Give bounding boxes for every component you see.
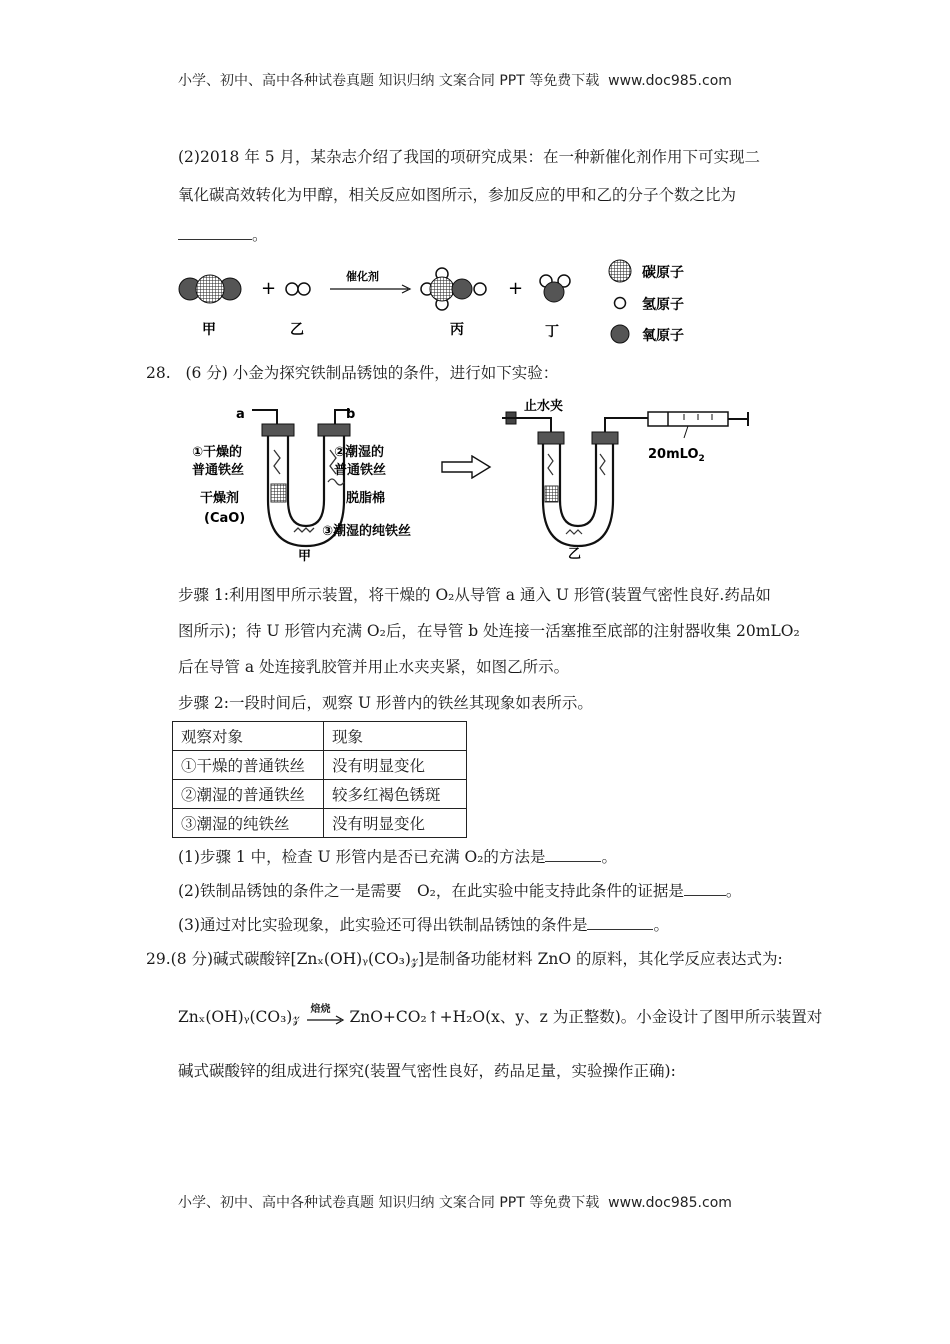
stopper-yi-left [538, 432, 564, 444]
label-r1b: 普通铁丝 [334, 463, 387, 478]
label-yi: 乙 [290, 322, 304, 338]
clamp-icon [502, 412, 520, 424]
q29-formula [178, 1006, 822, 1028]
page-footer [178, 1192, 732, 1212]
molecule-ding [540, 275, 570, 302]
reaction-diagram [170, 256, 710, 344]
q29-line1: 29.(8 分)碱式碳酸锌[Znₓ(OH)ᵧ(CO₃)𝓏]是制备功能材料 ZnO 的原料，其化学反应表达式为: [146, 950, 783, 968]
tube-yi-a [514, 418, 551, 432]
iron-wire-3 [294, 528, 314, 532]
label-r1a: ②潮湿的 [334, 445, 385, 460]
label-bing: 丙 [450, 322, 464, 338]
molecule-bing [421, 268, 486, 310]
catalyst-label: 催化剂 [346, 270, 379, 283]
table-cell: 没有明显变化 [324, 809, 467, 838]
label-jia: 甲 [202, 322, 216, 338]
stopper-yi-right [592, 432, 618, 444]
legend-oxygen: 氧原子 [642, 328, 684, 344]
table-row [173, 780, 467, 809]
observation-table [172, 721, 467, 838]
q27-2-line2: 氧化碳高效转化为甲醇，相关反应如图所示，参加反应的甲和乙的分子个数之比为 [178, 186, 737, 204]
formula-left: Znₓ(OH)ᵧ(CO₃)𝓏 [178, 1008, 300, 1026]
label-b: b [346, 407, 356, 422]
table-header-row [173, 722, 467, 751]
step1-line3: 后在导管 a 处连接乳胶管并用止水夹夹紧，如图乙所示。 [178, 658, 570, 676]
answer-blank[interactable] [545, 847, 601, 862]
step2: 步骤 2:一段时间后，观察 U 形普内的铁丝其现象如表所示。 [178, 694, 593, 712]
table-cell: ①干燥的普通铁丝 [173, 751, 324, 780]
header-text: 小学、初中、高中各种试卷真题 知识归纳 文案合同 PPT 等免费下载 [178, 73, 600, 89]
table-row [173, 751, 467, 780]
step1-line1: 步骤 1:利用图甲所示装置，将干燥的 O₂从导管 a 通入 U 形管(装置气密性良好.药品如 [178, 586, 771, 604]
label-r3: ③潮湿的纯铁丝 [322, 524, 412, 539]
legend-carbon-icon [609, 260, 631, 282]
answer-blank[interactable] [587, 915, 653, 930]
label-ding: 丁 [545, 324, 559, 340]
q28-number: 28. [146, 364, 171, 382]
q27-2-line3: 。 [178, 224, 268, 246]
page-header [178, 70, 732, 90]
label-l1a: ①干燥的 [192, 445, 243, 460]
tube-yi-b [605, 418, 648, 432]
legend-carbon: 碳原子 [642, 265, 684, 281]
legend-hydrogen: 氢原子 [642, 297, 684, 313]
q28-title: (6 分) 小金为探究铁制品锈蚀的条件，进行如下实验： [185, 364, 559, 382]
table-row [173, 809, 467, 838]
legend [609, 260, 684, 344]
step1-line2: 图所示)；待 U 形管内充满 O₂后，在导管 b 处连接一活塞推至底部的注射器收集 20mLO₂ [178, 622, 800, 640]
roast-arrow: 焙烧 [305, 1008, 345, 1028]
stopper-left [262, 424, 294, 436]
figure-yi [498, 396, 768, 562]
q28-header [146, 362, 558, 384]
plus-sign-1: + [261, 278, 277, 299]
desiccant [271, 484, 286, 502]
molecule-yi [286, 283, 310, 295]
formula-right: ZnO+CO₂↑+H₂O(x、y、z 为正整数)。小金设计了图甲所示装置对 [349, 1008, 823, 1026]
table-header: 观察对象 [173, 722, 324, 751]
q27-2-line1: (2)2018 年 5 月，某杂志介绍了我国的项研究成果：在一种新催化剂作用下可实现二 [178, 148, 761, 166]
syringe [648, 412, 748, 438]
label-l2: 干燥剂 [200, 491, 240, 506]
q28-sub3: (3)通过对比实验现象，此实验还可得出铁制品锈蚀的条件是 。 [178, 916, 669, 934]
label-clamp: 止水夹 [524, 399, 564, 414]
q28-sub2: (2)铁制品锈蚀的条件之一是需要 O₂，在此实验中能支持此条件的证据是 。 [178, 882, 742, 900]
iron-wire-yi-2 [600, 454, 605, 475]
cotton [328, 479, 344, 485]
table-cell: 较多红褐色锈斑 [324, 780, 467, 809]
label-l1b: 普通铁丝 [192, 463, 245, 478]
legend-hydrogen-icon [615, 298, 626, 309]
footer-url[interactable]: www.doc985.com [608, 1195, 732, 1211]
plus-sign-2: + [508, 278, 524, 299]
caption-yi: 乙 [568, 547, 582, 562]
iron-wire-yi-3 [566, 530, 582, 534]
q28-sub1: (1)步骤 1 中，检查 U 形管内是否已充满 O₂的方法是 。 [178, 848, 617, 866]
label-a: a [236, 407, 245, 422]
caption-jia: 甲 [298, 549, 312, 564]
header-url[interactable]: www.doc985.com [608, 73, 732, 89]
legend-oxygen-icon [611, 325, 629, 343]
q29-line3: 碱式碳酸锌的组成进行探究(装置气密性良好，药品足量，实验操作正确): [178, 1062, 676, 1080]
table-cell: ②潮湿的普通铁丝 [173, 780, 324, 809]
label-volume: 20mLO$_2$ [648, 447, 705, 464]
footer-text: 小学、初中、高中各种试卷真题 知识归纳 文案合同 PPT 等免费下载 [178, 1195, 600, 1211]
table-cell: 没有明显变化 [324, 751, 467, 780]
tube-a [252, 410, 277, 424]
figure-jia [190, 398, 460, 564]
table-header: 现象 [324, 722, 467, 751]
reaction-arrow [330, 285, 410, 293]
table-cell: ③潮湿的纯铁丝 [173, 809, 324, 838]
answer-blank[interactable] [684, 881, 726, 896]
label-r2: 脱脂棉 [346, 491, 386, 506]
molecule-jia [179, 275, 241, 303]
iron-wire-yi-1 [548, 454, 553, 475]
answer-blank[interactable] [178, 225, 252, 240]
desiccant-yi [545, 486, 558, 502]
stopper-right [318, 424, 350, 436]
iron-wire-1 [274, 450, 280, 474]
transition-arrow-icon [440, 455, 492, 479]
label-l3: (CaO) [204, 511, 246, 526]
